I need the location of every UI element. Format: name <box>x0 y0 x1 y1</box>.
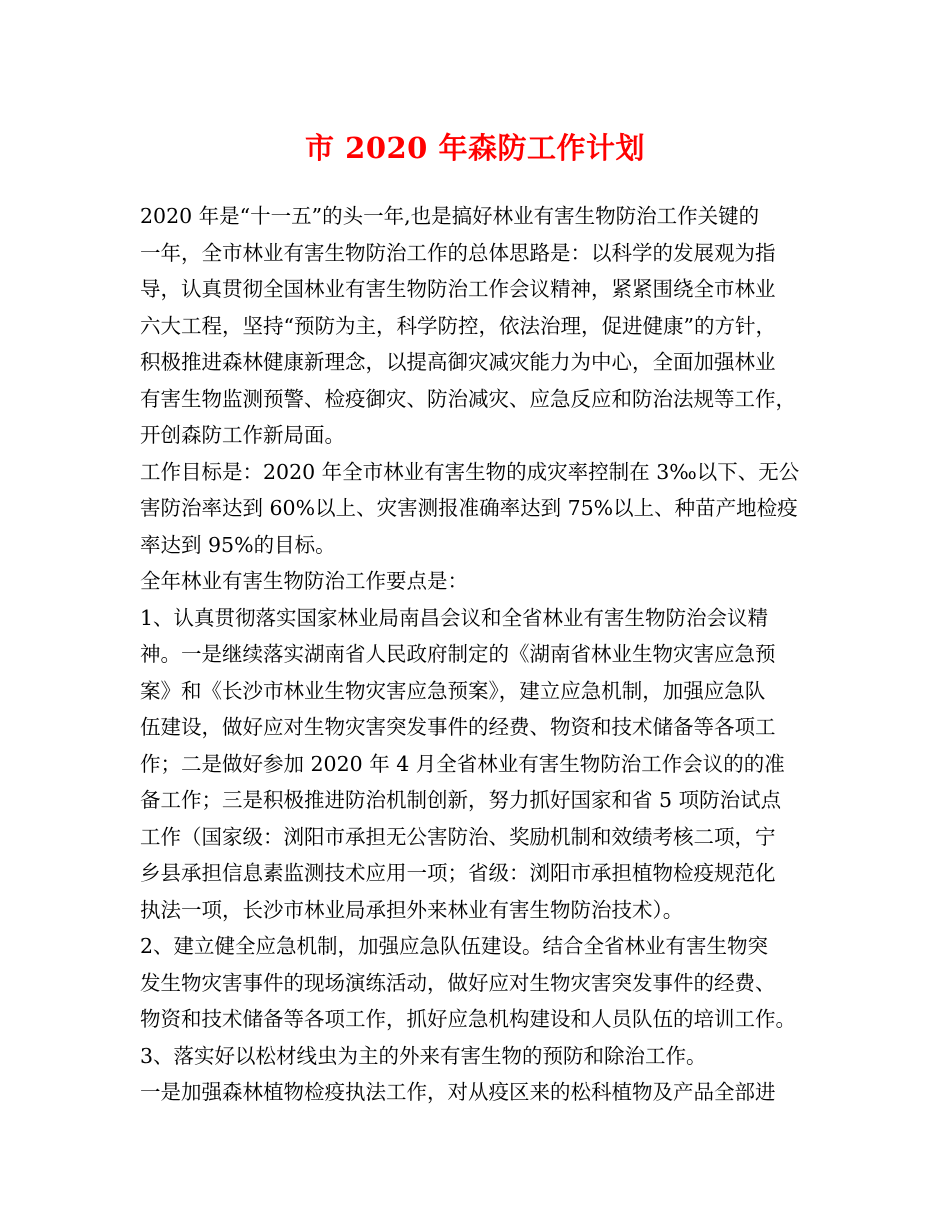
body-line: 工作目标是：2020 年全市林业有害生物的成灾率控制在 3‰以下、无公 <box>140 459 800 484</box>
document-body <box>140 198 830 1111</box>
body-line: 伍建设，做好应对生物灾害突发事件的经费、物资和技术储备等各项工 <box>140 715 776 739</box>
body-line: 案》和《长沙市林业生物灾害应急预案》，建立应急机制，加强应急队 <box>140 678 766 703</box>
body-line: 六大工程，坚持“预防为主，科学防控，依法治理，促进健康”的方针， <box>140 313 776 338</box>
body-line: 全年林业有害生物防治工作要点是： <box>140 569 468 593</box>
body-line: 作；二是做好参加 2020 年 4 月全省林业有害生物防治工作会议的的准 <box>140 751 785 776</box>
body-line: 一年，全市林业有害生物防治工作的总体思路是：以科学的发展观为指 <box>140 240 776 265</box>
body-line: 执法一项，长沙市林业局承担外来林业有害生物防治技术）。 <box>140 897 684 922</box>
body-line: 1、认真贯彻落实国家林业局南昌会议和全省林业有害生物防治会议精 <box>140 605 769 630</box>
body-line: 2、建立健全应急机制，加强应急队伍建设。结合全省林业有害生物突 <box>140 934 769 958</box>
body-line: 物资和技术储备等各项工作，抓好应急机构建设和人员队伍的培训工作。 <box>140 1007 796 1031</box>
body-line: 工作（国家级：浏阳市承担无公害防治、奖励机制和效绩考核二项，宁 <box>140 824 776 849</box>
body-line: 害防治率达到 60%以上、灾害测报准确率达到 75%以上、种苗产地检疫 <box>140 496 798 520</box>
document-title: 市 2020 年森防工作计划 <box>305 131 645 165</box>
body-line: 积极推进森林健康新理念，以提高御灾减灾能力为中心，全面加强林业 <box>140 350 776 374</box>
body-line: 神。一是继续落实湖南省人民政府制定的《湖南省林业生物灾害应急预 <box>140 642 776 666</box>
body-line: 导，认真贯彻全国林业有害生物防治工作会议精神，紧紧围绕全市林业 <box>140 277 776 301</box>
body-line: 3、落实好以松材线虫为主的外来有害生物的预防和除治工作。 <box>140 1043 707 1068</box>
body-line: 一是加强森林植物检疫执法工作，对从疫区来的松科植物及产品全部进 <box>140 1080 776 1104</box>
body-line: 发生物灾害事件的现场演练活动，做好应对生物灾害突发事件的经费、 <box>140 970 776 995</box>
body-line: 乡县承担信息素监测技术应用一项；省级：浏阳市承担植物检疫规范化 <box>140 861 776 885</box>
body-line: 2020 年是“十一五”的头一年,也是搞好林业有害生物防治工作关键的 <box>140 204 760 228</box>
body-line: 有害生物监测预警、检疫御灾、防治减灾、应急反应和防治法规等工作， <box>140 386 796 411</box>
body-line: 率达到 95%的目标。 <box>140 532 336 557</box>
body-line: 备工作；三是积极推进防治机制创新，努力抓好国家和省 5 项防治试点 <box>140 788 782 812</box>
body-line: 开创森防工作新局面。 <box>140 423 345 447</box>
